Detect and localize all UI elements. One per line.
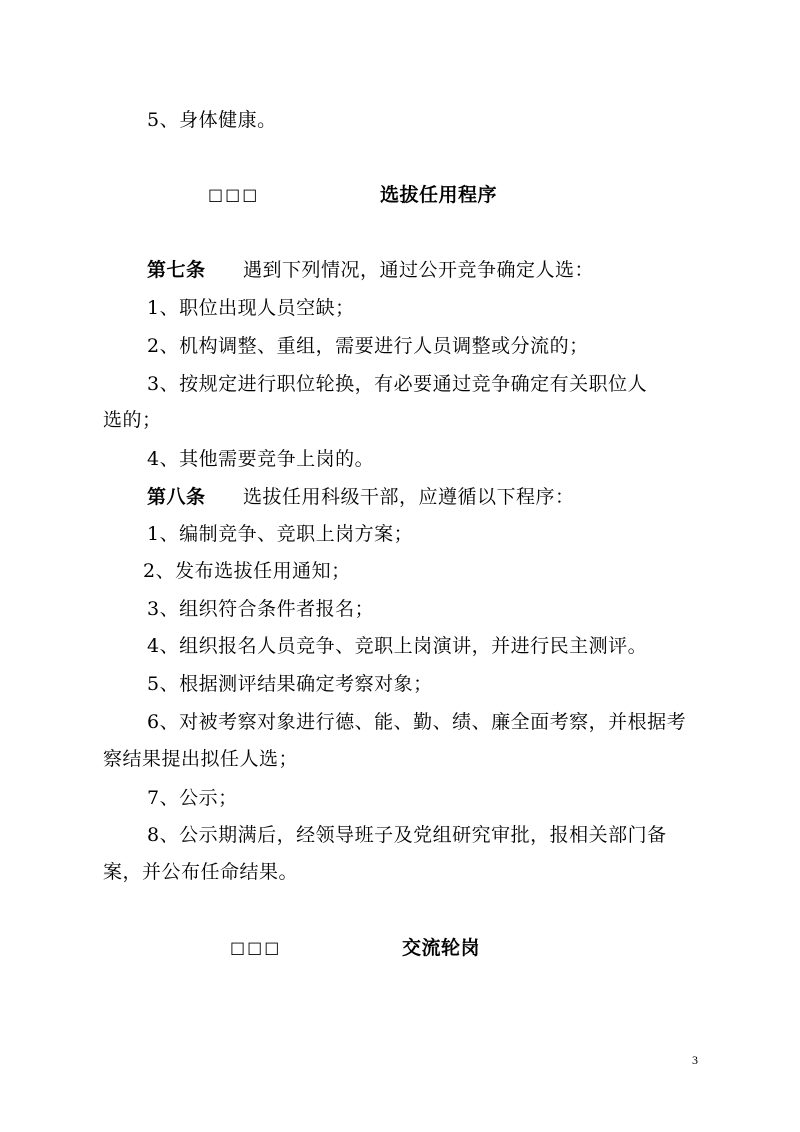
list-item: 6、对被考察对象进行德、能、勤、绩、廉全面考察，并根据考 (147, 711, 687, 733)
list-item: 4、组织报名人员竞争、竞职上岗演讲，并进行民主测评。 (147, 635, 648, 657)
list-item: 3、组织符合条件者报名； (147, 598, 375, 620)
list-item: 5、根据测评结果确定考察对象； (147, 673, 433, 695)
list-item: 8、公示期满后，经领导班子及党组研究审批，报相关部门备 (147, 824, 667, 846)
list-item: 1、编制竞争、竞职上岗方案； (147, 523, 414, 545)
section-number-placeholder: □□□ (230, 938, 282, 957)
list-item-continuation: 察结果提出拟任人选； (103, 748, 299, 770)
list-item: 7、公示； (147, 787, 238, 809)
paragraph-line: 5、身体健康。 (147, 109, 277, 131)
article-text: 选拔任用科级干部，应遵循以下程序： (243, 486, 575, 508)
article-label: 第八条 (147, 486, 206, 508)
article-label: 第七条 (147, 259, 206, 281)
list-item: 1、职位出现人员空缺； (147, 297, 355, 319)
section-number-placeholder: □□□ (208, 185, 260, 204)
list-item: 4、其他需要竞争上岗的。 (147, 448, 375, 470)
list-item: 3、按规定进行职位轮换，有必要通过竞争确定有关职位人 (147, 373, 648, 395)
list-item-continuation: 选的； (103, 409, 162, 431)
list-item-continuation: 案，并公布任命结果。 (103, 861, 299, 883)
list-item: 2、发布选拔任用通知； (143, 560, 351, 582)
page-number: 3 (692, 1053, 698, 1067)
section-heading: 交流轮岗 (402, 937, 481, 959)
article-text: 遇到下列情况，通过公开竞争确定人选： (243, 259, 595, 281)
section-heading: 选拔任用程序 (380, 184, 498, 206)
list-item: 2、机构调整、重组，需要进行人员调整或分流的； (147, 335, 589, 357)
